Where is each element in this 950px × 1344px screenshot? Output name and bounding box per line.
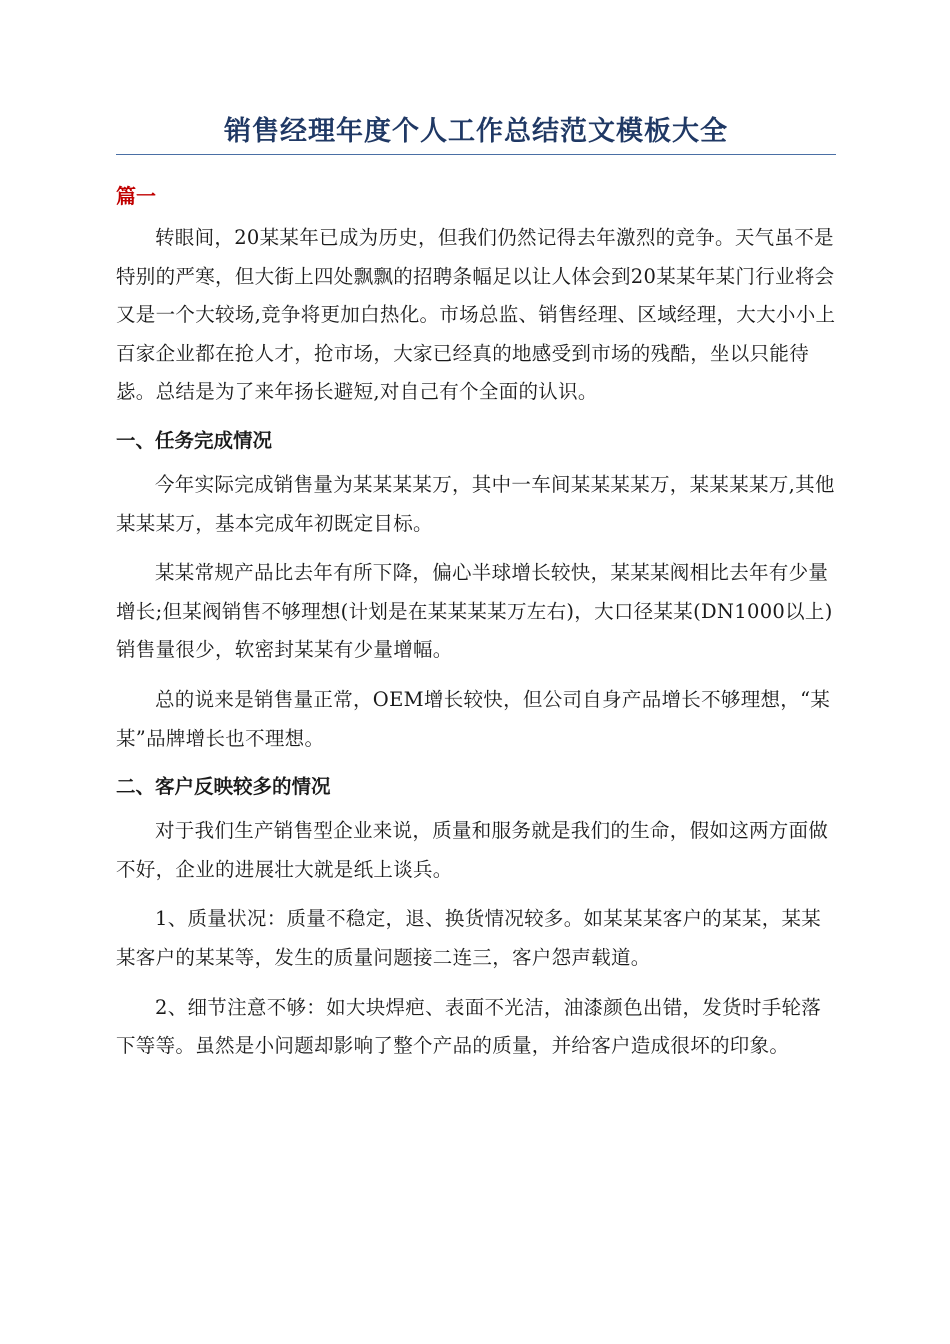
title-underline	[116, 154, 836, 155]
paragraph: 今年实际完成销售量为某某某某万，其中一车间某某某某万，某某某某万,其他某某某万，基本完成年初既定目标。	[116, 472, 835, 535]
document-page	[116, 112, 836, 1066]
paragraph: 对于我们生产销售型企业来说，质量和服务就是我们的生命，假如这两方面做不好，企业的进展壮大就是纸上谈兵。	[116, 819, 829, 881]
paragraph: 某某常规产品比去年有所下降，偏心半球增长较快，某某某阀相比去年有少量增长;但某阀销售不够理想(计划是在某某某某万左右)，大口径某某(DN1000以上)销售量很少，软密封某某有少量增幅。	[116, 561, 833, 662]
paragraph: 总的说来是销售量正常，OEM增长较快，但公司自身产品增长不够理想，“某某”品牌增长也不理想。	[116, 687, 831, 750]
intro-paragraph: 转眼间，20某某年已成为历史，但我们仍然记得去年激烈的竞争。天气虽不是特别的严寒，但大街上四处飘飘的招聘条幅足以让人体会到20某某年某门行业将会又是一个大较场,竞争将更加白热化。市场总监、销售经理、区域经理，大大小小上百家企业都在抢人才，抢市场，大家已经真的地感受到市场的残酷，坐以只能待毖。总结是为了来年扬长避短,对自己有个全面的认识。	[116, 226, 836, 404]
section-label: 篇一	[116, 184, 156, 208]
paragraph: 2、细节注意不够：如大块焊疤、表面不光洁，油漆颜色出错，发货时手轮落下等等。虽然是小问题却影响了整个产品的质量，并给客户造成很坏的印象。	[116, 995, 822, 1058]
paragraph: 1、质量状况：质量不稳定，退、换货情况较多。如某某某客户的某某，某某某客户的某某等，发生的质量问题接二连三，客户怨声载道。	[116, 907, 822, 969]
document-title: 销售经理年度个人工作总结范文模板大全	[224, 116, 728, 147]
heading-customer-feedback: 二、客户反映较多的情况	[116, 775, 331, 799]
heading-task-completion: 一、任务完成情况	[116, 428, 273, 452]
